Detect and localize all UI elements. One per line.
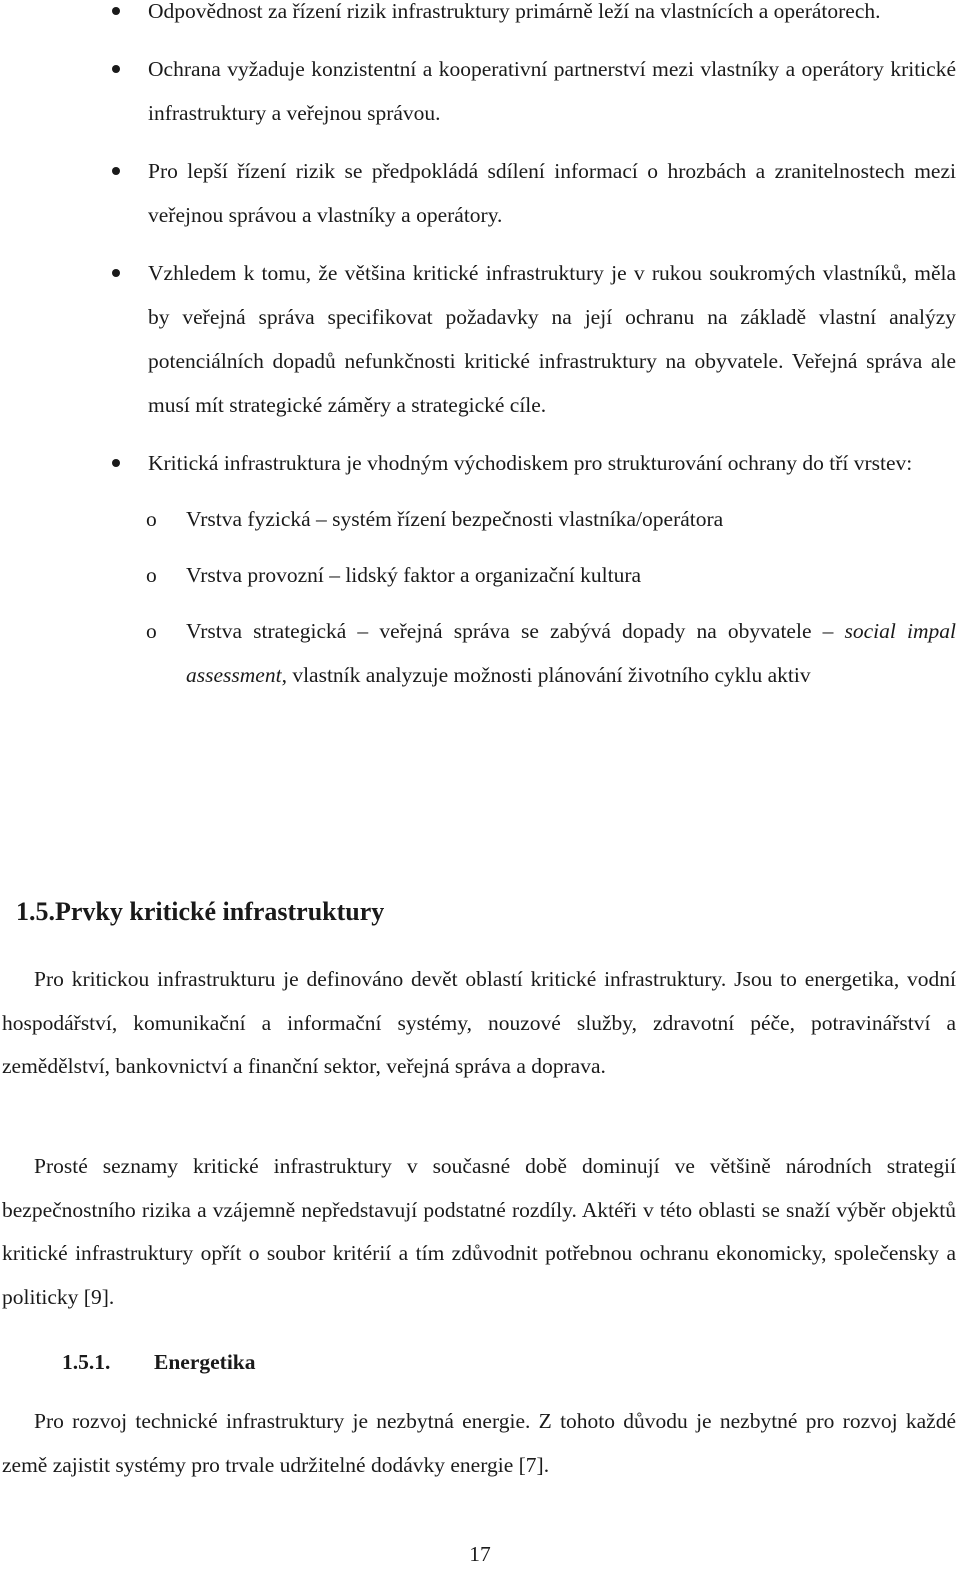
sub-item-text: Vrstva strategická – veřejná správa se zabývá dopady na obyvatele – (186, 619, 845, 643)
paragraph: Prosté seznamy kritické infrastruktury v současné době dominují ve většině národních strategií bezpečnostního rizika a vzájemně nepředstavují podstatné rozdíly. Aktéři v této oblasti se snaží výběr objektů kritické infrastruktury opřít o soubor kritérií a tím zdůvodnit potřebnou ochranu ekonomicky, společensky a politicky [9]. (2, 1154, 956, 1309)
sub-item-text: Vrstva provozní – lidský faktor a organizační kultura (186, 563, 642, 587)
bullet-text: Kritická infrastruktura je vhodným východiskem pro strukturování ochrany do tří vrstev: (148, 451, 913, 475)
section-title: Prvky kritické infrastruktury (55, 897, 385, 926)
sub-item-text: Vrstva fyzická – systém řízení bezpečnosti vlastníka/operátora (186, 507, 724, 531)
paragraph: Pro rozvoj technické infrastruktury je nezbytná energie. Z tohoto důvodu je nezbytné pro rozvoj každé země zajistit systémy pro trvale udržitelné dodávky energie [7]. (2, 1409, 956, 1477)
sub-list (148, 497, 956, 697)
paragraph: Pro kritickou infrastrukturu je definováno devět oblastí kritické infrastruktury. Jsou to energetika, vodní hospodářství, komunikační a informační systémy, nouzové služby, zdravotní péče, potravinářství a zemědělství, bankovnictví a finanční sektor, veřejná správa a doprava. (2, 967, 956, 1078)
sub-bullet-marker: o (146, 563, 157, 587)
sub-item (0, 497, 956, 541)
bullet-dot-icon (112, 167, 120, 175)
bullet-item (0, 441, 960, 697)
bullet-dot-icon (112, 459, 120, 467)
bullet-dot-icon (112, 7, 120, 15)
bullet-item (0, 251, 960, 427)
bullet-item (0, 149, 960, 237)
sub-item (0, 609, 956, 697)
page-number: 17 (469, 1542, 491, 1566)
bullet-item (0, 0, 960, 33)
bullet-text: Odpovědnost za řízení rizik infrastruktury primárně leží na vlastnících a operátorech. (148, 0, 881, 23)
bullet-text: Pro lepší řízení rizik se předpokládá sdílení informací o hrozbách a zranitelnostech mezi veřejnou správou a vlastníky a operátory. (148, 159, 956, 227)
sub-bullet-marker: o (146, 507, 157, 531)
subsection-number: 1.5.1. (62, 1350, 111, 1374)
bullet-item (0, 47, 960, 135)
sub-bullet-marker: o (146, 619, 157, 643)
bullet-dot-icon (112, 65, 120, 73)
section-number: 1.5. (16, 897, 55, 926)
bullet-list (0, 0, 960, 711)
subsection-heading (62, 1350, 256, 1375)
bullet-text: Ochrana vyžaduje konzistentní a kooperativní partnerství mezi vlastníky a operátory kritické infrastruktury a veřejnou správou. (148, 57, 956, 125)
subsection-title: Energetika (154, 1350, 256, 1374)
sub-item (0, 553, 956, 597)
bullet-dot-icon (112, 269, 120, 277)
sub-item-italic-term: social impal assessment (186, 619, 956, 687)
bullet-text: Vzhledem k tomu, že většina kritické infrastruktury je v rukou soukromých vlastníků, měla by veřejná správa specifikovat požadavky na její ochranu na základě vlastní analýzy potenciálních dopadů nefunkčnosti kritické infrastruktury na obyvatele. Veřejná správa ale musí mít strategické záměry a strategické cíle. (148, 261, 956, 417)
section-heading (16, 897, 384, 927)
sub-item-text-end: , vlastník analyzuje možnosti plánování životního cyklu aktiv (281, 663, 811, 687)
